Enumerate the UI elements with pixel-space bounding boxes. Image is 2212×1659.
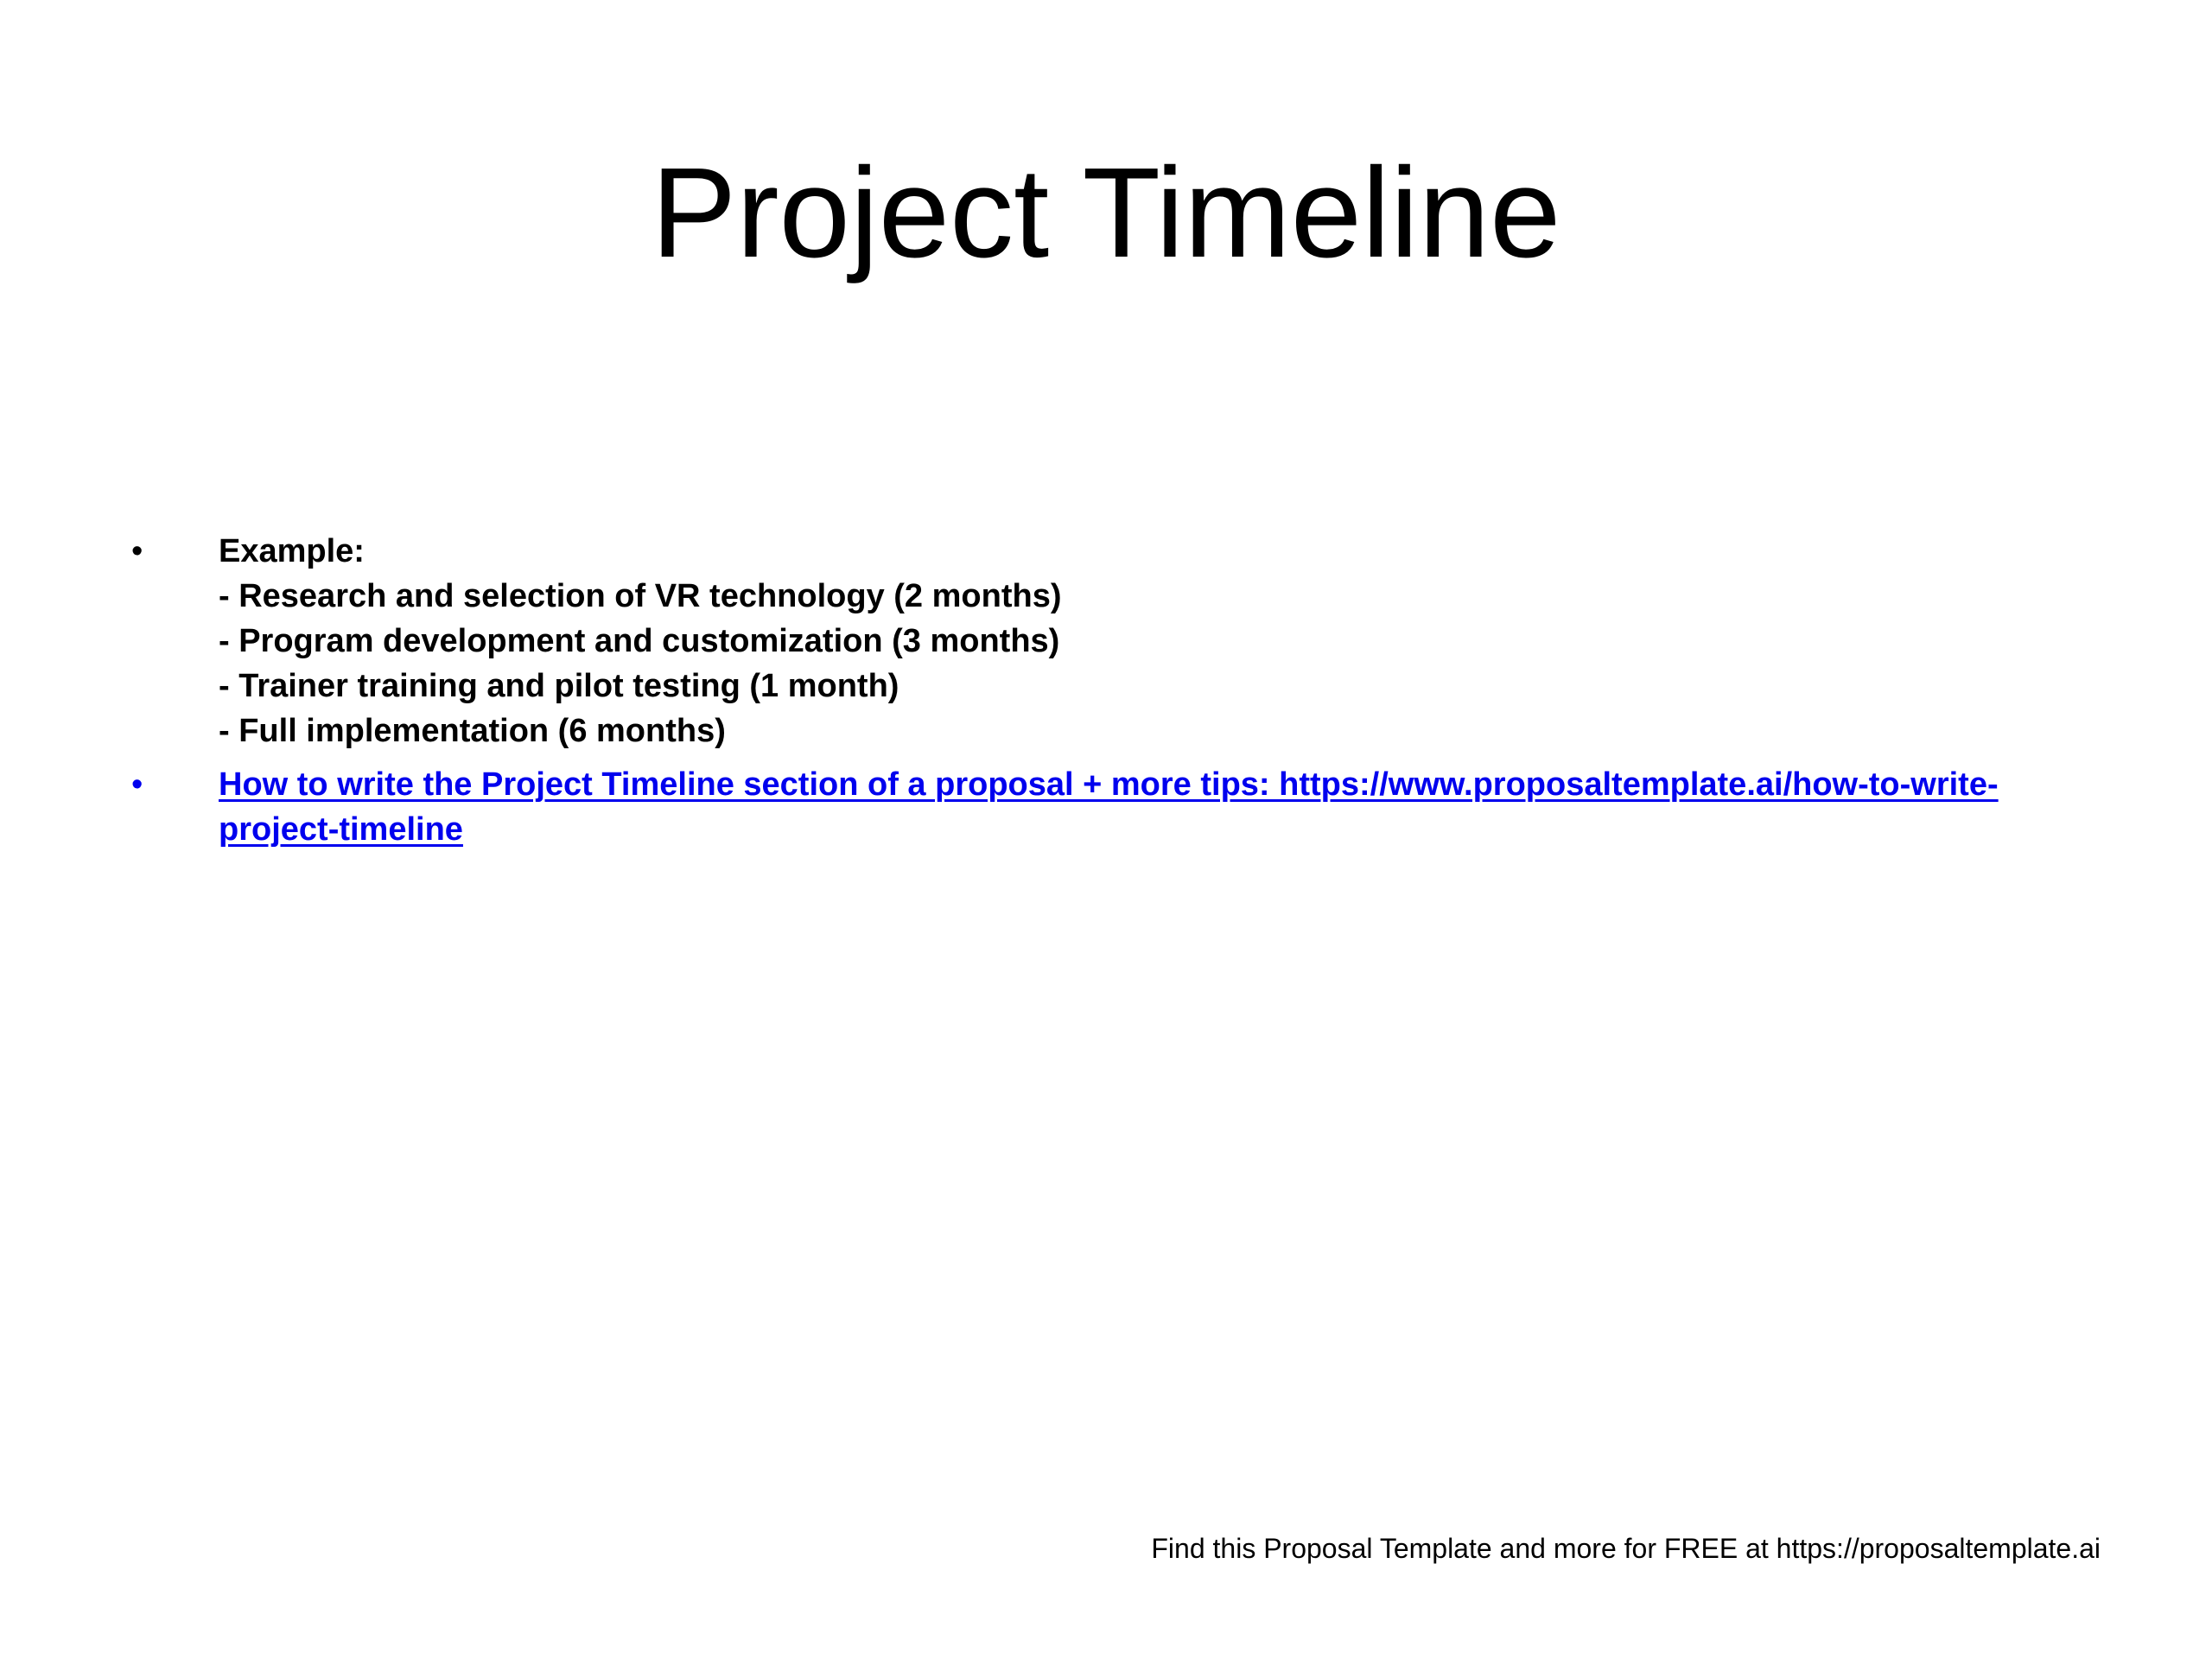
slide-body <box>131 529 2084 852</box>
project-timeline-tips-link[interactable]: How to write the Project Timeline section of a proposal + more tips: https://www.proposaltemplate.ai/how-to-write-project-timeline <box>219 766 1999 848</box>
bullet-dot-icon: • <box>131 766 143 803</box>
timeline-item: - Full implementation (6 months) <box>219 713 726 749</box>
bullet-dot-icon: • <box>131 533 143 569</box>
timeline-item: - Trainer training and pilot testing (1 month) <box>219 668 899 704</box>
bullet-link <box>131 762 2084 852</box>
timeline-item: - Program development and customization (3 months) <box>219 623 1060 659</box>
timeline-item: - Research and selection of VR technology (2 months) <box>219 578 1062 614</box>
footer-note: Find this Proposal Template and more for FREE at https://proposaltemplate.ai <box>1151 1533 2101 1564</box>
example-heading: Example: <box>219 533 365 569</box>
bullet-example <box>131 529 2084 753</box>
slide-title: Project Timeline <box>651 142 1561 284</box>
